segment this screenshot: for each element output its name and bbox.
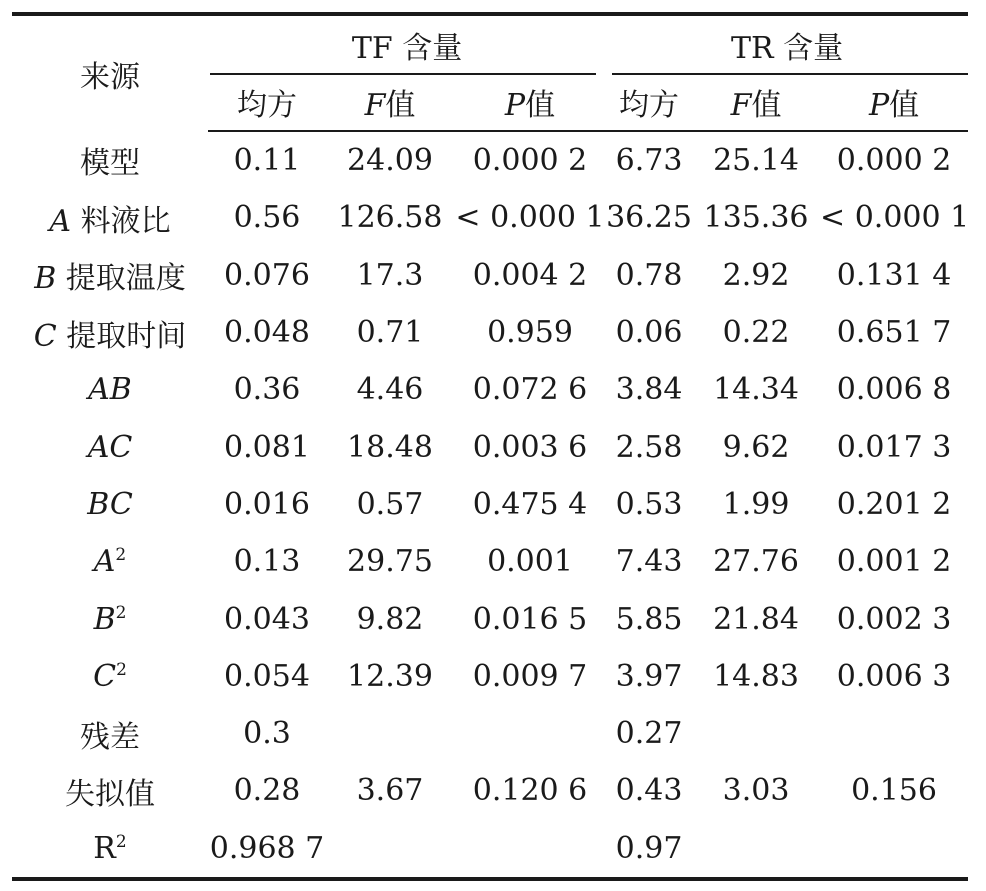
header-group-tf <box>208 14 606 74</box>
table-cell: 1.99 <box>722 486 790 522</box>
header-sub-text: 均方 <box>619 88 680 123</box>
table-cell: 135.36 <box>703 200 809 236</box>
table-cell: 0.048 <box>224 315 310 351</box>
table-cell: 0.076 <box>224 257 310 293</box>
table-cell: 0.081 <box>224 429 310 465</box>
row-source-factor: AC <box>87 429 133 465</box>
table-cell: 0.131 4 <box>836 257 952 293</box>
table-cell <box>692 820 820 879</box>
table-cell: 126.58 <box>337 200 443 236</box>
table-cell: 14.34 <box>713 372 799 408</box>
table-cell: 0.201 2 <box>836 486 952 522</box>
header-group-tf-rule <box>210 73 596 75</box>
table-cell: 0.006 8 <box>836 372 952 408</box>
table-row <box>12 304 968 361</box>
table-row <box>12 533 968 590</box>
row-source-cell <box>12 131 208 189</box>
table-cell: 9.82 <box>356 601 424 637</box>
row-source-factor: C <box>33 318 57 354</box>
table-row <box>12 418 968 475</box>
anova-table-container <box>12 12 968 881</box>
table-cell: 0.78 <box>615 257 683 293</box>
table-cell: 2.92 <box>722 257 790 293</box>
table-cell: 12.39 <box>347 658 433 694</box>
table-cell: 0.3 <box>243 716 291 752</box>
row-source-cell <box>12 247 208 304</box>
table-cell: 0.002 3 <box>836 601 952 637</box>
table-cell <box>454 820 606 879</box>
row-source-cell <box>12 304 208 361</box>
table-cell: 0.43 <box>615 773 683 809</box>
row-source-cell <box>12 820 208 879</box>
table-cell: 0.11 <box>233 143 301 179</box>
table-cell <box>820 705 968 762</box>
row-source-cell <box>12 418 208 475</box>
table-cell: 0.016 5 <box>472 601 588 637</box>
row-source-factor: B <box>34 261 57 297</box>
header-source: 来源 <box>12 14 208 131</box>
header-group-tr-rule <box>612 73 968 75</box>
table-cell: 0.36 <box>233 372 301 408</box>
table-cell: 29.75 <box>347 544 433 580</box>
header-group-tr-label: TR 含量 <box>730 31 844 66</box>
table-cell <box>454 705 606 762</box>
table-row <box>12 247 968 304</box>
table-cell <box>326 705 454 762</box>
table-cell: 0.53 <box>615 486 683 522</box>
row-source-label: 提取温度 <box>65 261 186 297</box>
header-sub-text: 值 <box>751 88 782 123</box>
row-source-cell <box>12 533 208 590</box>
table-cell: 0.13 <box>233 544 301 580</box>
table-cell: < 0.000 1 <box>820 200 970 236</box>
table-row <box>12 131 968 189</box>
table-cell: 7.43 <box>615 544 683 580</box>
table-cell: 0.22 <box>722 315 790 351</box>
header-sub-italic: P <box>504 88 526 123</box>
table-cell: 0.28 <box>233 773 301 809</box>
row-source-factor: B <box>93 601 116 637</box>
table-cell: 0.06 <box>615 315 683 351</box>
row-source-label: R <box>93 830 116 866</box>
row-source-label: 残差 <box>80 719 140 755</box>
header-sub-2 <box>454 74 606 131</box>
table-cell: 21.84 <box>713 601 799 637</box>
header-group-tr <box>606 14 968 74</box>
header-sub-text: 值 <box>525 88 556 123</box>
row-source-factor: BC <box>87 486 133 522</box>
table-cell: 3.03 <box>722 773 790 809</box>
header-sub-italic: P <box>868 88 890 123</box>
header-sub-text: 均方 <box>237 88 297 123</box>
table-cell: 0.016 <box>224 486 310 522</box>
row-source-label: 模型 <box>80 146 140 182</box>
table-cell: 0.156 <box>851 773 937 809</box>
table-cell: 0.000 2 <box>836 143 952 179</box>
row-source-cell <box>12 189 208 246</box>
header-sub-5 <box>820 74 968 131</box>
table-cell: 0.072 6 <box>472 372 588 408</box>
table-header <box>12 14 968 131</box>
table-cell: 0.27 <box>615 716 683 752</box>
header-row-group <box>12 14 968 74</box>
row-source-cell <box>12 590 208 647</box>
row-source-superscript: 2 <box>115 831 127 852</box>
table-cell <box>692 705 820 762</box>
row-source-cell <box>12 705 208 762</box>
table-cell: 0.001 <box>487 544 573 580</box>
table-cell: 0.001 2 <box>836 544 952 580</box>
table-row <box>12 361 968 418</box>
table-cell: 2.58 <box>615 429 683 465</box>
header-sub-4 <box>692 74 820 131</box>
table-cell: 0.004 2 <box>472 257 588 293</box>
table-row <box>12 189 968 246</box>
table-cell: 18.48 <box>347 429 433 465</box>
header-sub-3 <box>606 74 692 131</box>
row-source-cell <box>12 361 208 418</box>
table-cell: 9.62 <box>722 429 790 465</box>
row-source-factor: C <box>93 658 117 694</box>
table-cell: 0.56 <box>233 200 301 236</box>
row-source-cell <box>12 648 208 705</box>
table-cell: 4.46 <box>356 372 424 408</box>
table-cell: 0.006 3 <box>836 658 952 694</box>
table-row <box>12 476 968 533</box>
table-cell: 27.76 <box>713 544 799 580</box>
table-row <box>12 648 968 705</box>
table-cell: 5.85 <box>615 601 683 637</box>
table-cell: 0.959 <box>487 315 573 351</box>
header-sub-italic: F <box>364 88 386 123</box>
table-cell: 0.003 6 <box>472 429 588 465</box>
table-cell: 3.84 <box>615 372 683 408</box>
header-sub-italic: F <box>730 88 752 123</box>
table-cell: 6.73 <box>615 143 683 179</box>
header-sub-text: 值 <box>889 88 920 123</box>
table-cell <box>820 820 968 879</box>
table-cell: 0.475 4 <box>472 486 588 522</box>
row-source-cell <box>12 762 208 819</box>
table-cell: 0.97 <box>606 820 692 879</box>
row-source-superscript: 2 <box>115 602 127 623</box>
table-cell: 0.009 7 <box>472 658 588 694</box>
table-cell: 0.000 2 <box>472 143 588 179</box>
table-cell: 3.67 <box>356 773 424 809</box>
header-sub-text: 值 <box>385 88 416 123</box>
row-source-label: 提取时间 <box>66 318 187 354</box>
table-cell: 0.043 <box>224 601 310 637</box>
table-cell: 0.57 <box>356 486 424 522</box>
table-cell: < 0.000 1 <box>455 200 605 236</box>
table-row <box>12 762 968 819</box>
row-source-label: 料液比 <box>80 203 171 239</box>
row-source-superscript: 2 <box>115 545 127 566</box>
row-source-label: 失拟值 <box>65 776 155 812</box>
table-cell: 17.3 <box>356 257 424 293</box>
table-cell: 0.651 7 <box>836 315 952 351</box>
table-row <box>12 590 968 647</box>
row-source-factor: A <box>93 544 116 580</box>
row-source-superscript: 2 <box>116 659 127 680</box>
table-cell: 0.120 6 <box>472 773 588 809</box>
table-cell: 14.83 <box>713 658 799 694</box>
table-cell: 0.017 3 <box>836 429 952 465</box>
table-cell: 25.14 <box>713 143 799 179</box>
header-group-tf-label: TF 含量 <box>351 31 463 66</box>
row-source-factor: AB <box>88 372 132 408</box>
row-source-cell <box>12 476 208 533</box>
table-cell: 0.968 7 <box>208 820 326 879</box>
row-source-factor: A <box>49 203 72 239</box>
table-cell: 36.25 <box>606 200 692 236</box>
header-sub-0 <box>208 74 326 131</box>
table-cell: 0.054 <box>224 658 310 694</box>
table-row <box>12 820 968 879</box>
table-body <box>12 131 968 879</box>
table-row <box>12 705 968 762</box>
table-cell: 0.71 <box>356 315 424 351</box>
table-cell <box>326 820 454 879</box>
anova-table <box>12 12 968 881</box>
table-cell: 24.09 <box>347 143 433 179</box>
table-cell: 3.97 <box>615 658 683 694</box>
header-sub-1 <box>326 74 454 131</box>
